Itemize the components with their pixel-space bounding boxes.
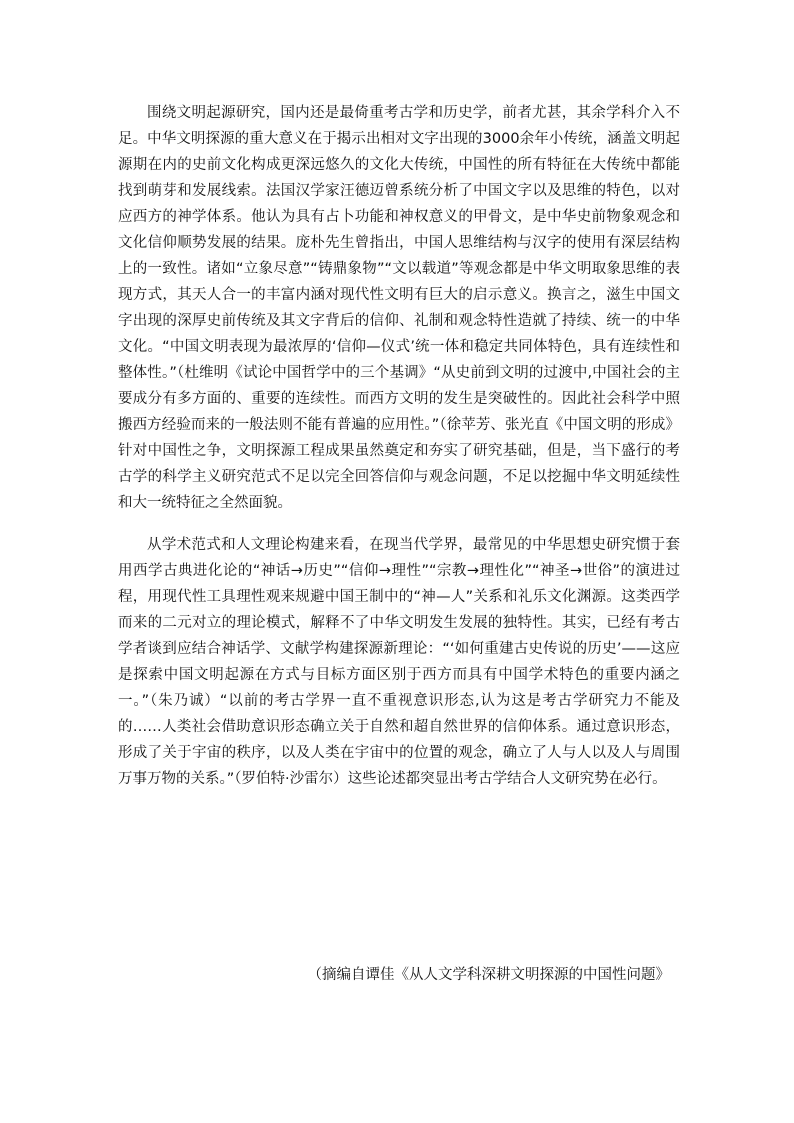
document-body xyxy=(118,100,680,792)
source-citation: （摘编自谭佳《从人文学科深耕文明探源的中国性问题》 xyxy=(307,967,670,983)
paragraph-2: 从学术范式和人文理论构建来看，在现当代学界，最常见的中华思想史研究惯于套用西学古典进化论的“神话→历史”“信仰→理性”“宗教→理性化”“神圣→世俗”的演进过程，用现代性工具理性观来规避中国王制中的“神—人”关系和礼乐文化渊源。这类西学而来的二元对立的理论模式，解释不了中华文明发生发展的独特性。其实，已经有考古学者谈到应结合神话学、文献学构建探源新理论：“‘如何重建古史传说的历史’——这应是探索中国文明起源在方式与目标方面区别于西方而具有中国学术特色的重要内涵之一。”（朱乃诚）“以前的考古学界一直不重视意识形态,认为这是考古学研究力不能及的……人类社会借助意识形态确立关于自然和超自然世界的信仰体系。通过意识形态，形成了关于宇宙的秩序，以及人类在宇宙中的位置的观念，确立了人与人以及人与周围万事万物的关系。”（罗伯特·沙雷尔）这些论述都突显出考古学结合人文研究势在必行。 xyxy=(118,537,680,787)
paragraph-1: 围绕文明起源研究，国内还是最倚重考古学和历史学，前者尤甚，其余学科介入不足。中华文明探源的重大意义在于揭示出相对文字出现的3000余年小传统，涵盖文明起源期在内的史前文化构成更深远悠久的文化大传统，中国性的所有特征在大传统中都能找到萌芽和发展线索。法国汉学家汪德迈曾系统分析了中国文字以及思维的特色，以对应西方的神学体系。他认为具有占卜功能和神权意义的甲骨文，是中华史前物象观念和文化信仰顺势发展的结果。庞朴先生曾指出，中国人思维结构与汉字的使用有深层结构上的一致性。诸如“立象尽意”“铸鼎象物”“文以载道”等观念都是中华文明取象思维的表现方式，其天人合一的丰富内涵对现代性文明有巨大的启示意义。换言之，滋生中国文字出现的深厚史前传统及其文字背后的信仰、礼制和观念特性造就了持续、统一的中华文化。“中国文明表现为最浓厚的‘信仰—仪式’统一体和稳定共同体特色，具有连续性和整体性。”（杜维明《试论中国哲学中的三个基调》“从史前到文明的过渡中,中国社会的主要成分有多方面的、重要的连续性。而西方文明的发生是突破性的。因此社会科学中照搬西方经验而来的一般法则不能有普遍的应用性。”（徐苹芳、张光直《中国文明的形成》针对中国性之争，文明探源工程成果虽然奠定和夯实了研究基础，但是，当下盛行的考古学的科学主义研究范式不足以完全回答信仰与观念问题，不足以挖掘中华文明延续性和大一统特征之全然面貌。 xyxy=(118,105,680,511)
